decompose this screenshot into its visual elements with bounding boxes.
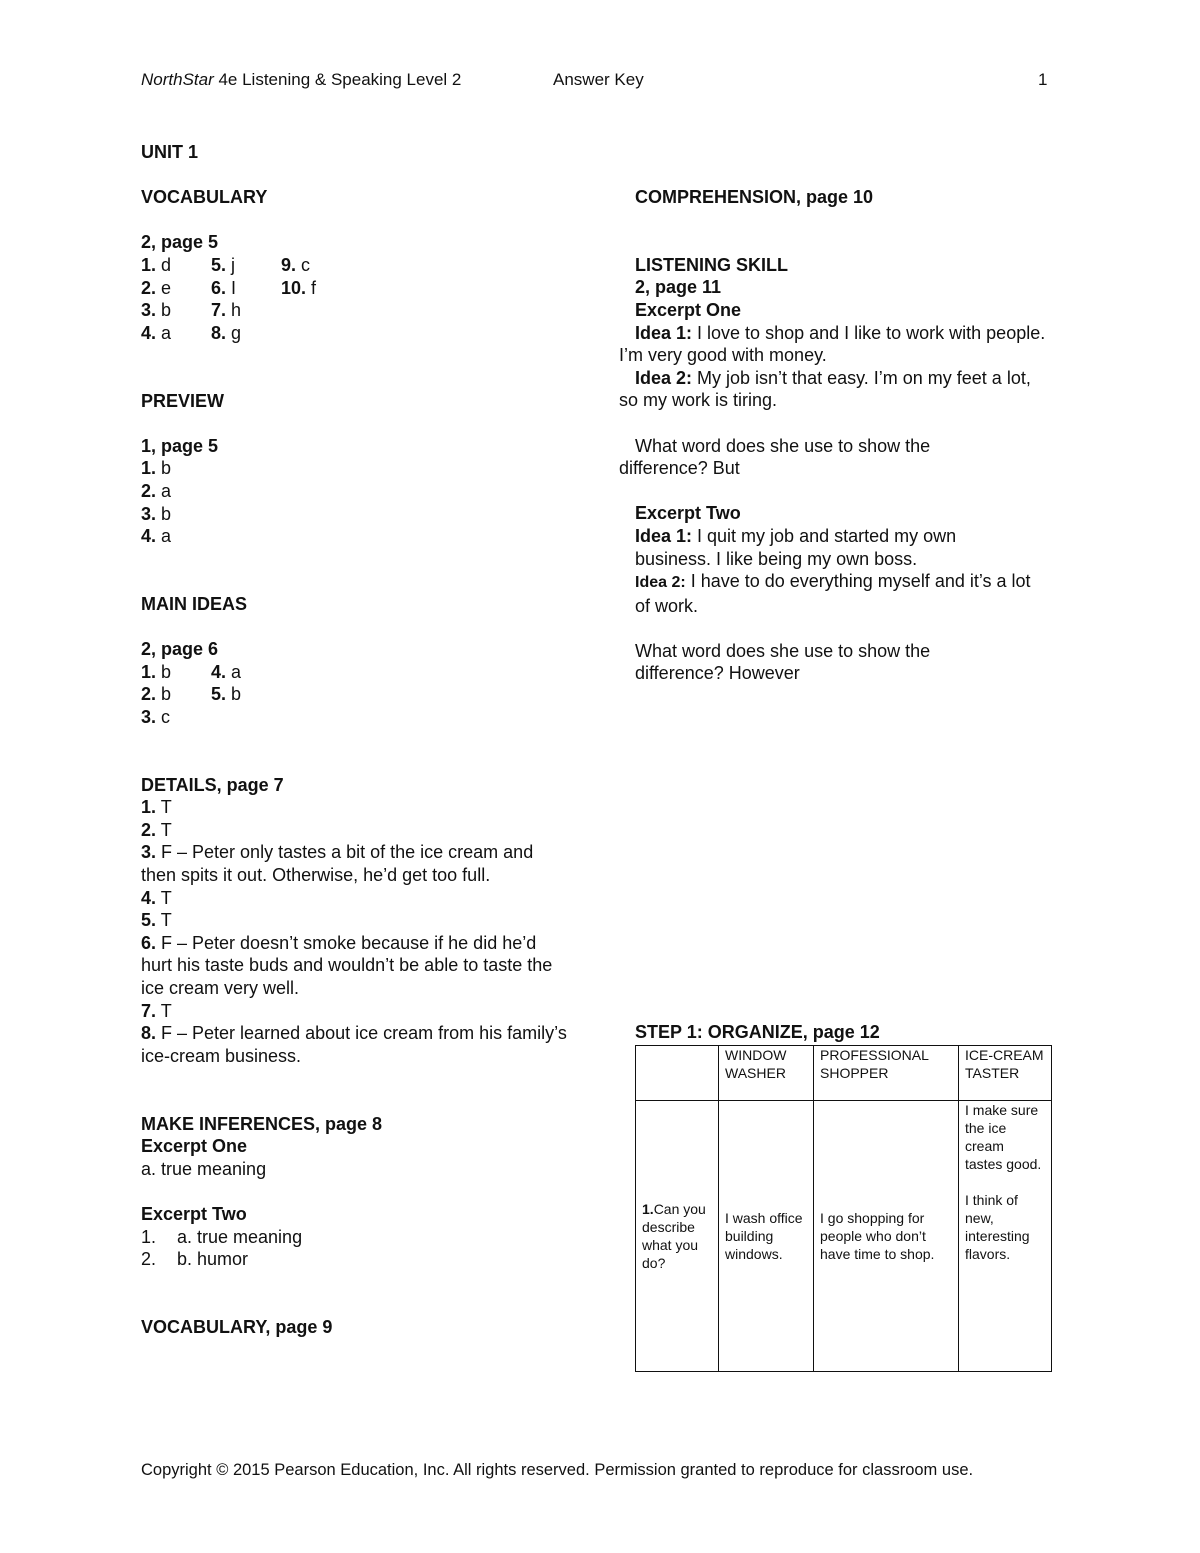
list-item: [141, 480, 571, 503]
ex2-idea1-label: Idea 1:: [635, 525, 693, 546]
answer-value: g: [226, 322, 242, 343]
answer-number: 6.: [211, 277, 227, 298]
item-label: 5.: [141, 910, 157, 931]
table-header-professional-shopper: PROFESSIONAL SHOPPER: [814, 1046, 959, 1101]
doc-title-italic: NorthStar: [141, 70, 214, 89]
answer-value: b: [156, 661, 172, 682]
list-item: [141, 932, 571, 1000]
doc-type: Answer Key: [553, 70, 644, 89]
question-cell: [636, 1101, 719, 1372]
answer-number: 2.: [141, 277, 157, 298]
item-label: 1.: [141, 797, 157, 818]
answer-number: 7.: [211, 300, 227, 321]
main-ideas-heading: MAIN IDEAS: [141, 593, 248, 614]
list-item: [141, 1226, 571, 1249]
item-text: T: [156, 887, 172, 908]
ice-cream-taster-answer: [959, 1101, 1052, 1372]
item-label: 1.: [141, 1226, 157, 1247]
vocab-heading: VOCABULARY: [141, 187, 268, 208]
answer-item: [211, 322, 281, 345]
table-header-row: [636, 1046, 1052, 1101]
listening-skill-heading: LISTENING SKILL: [635, 254, 788, 275]
inf-excerpt-two-answers: [141, 1226, 571, 1271]
ex1-idea2-label: Idea 2:: [635, 367, 693, 388]
item-label: 6.: [141, 932, 157, 953]
left-column: [141, 141, 571, 1338]
item-label: 2.: [141, 480, 157, 501]
item-label: 2.: [141, 819, 157, 840]
answer-number: 10.: [281, 277, 307, 298]
answer-number: 9.: [281, 254, 297, 275]
doc-title: [141, 70, 461, 90]
answer-number: 1.: [141, 661, 157, 682]
answer-number: 3.: [141, 706, 157, 727]
vocab-sub: 2, page 5: [141, 232, 219, 253]
answer-row: [141, 322, 571, 345]
item-label: 4.: [141, 526, 157, 547]
answer-value: b: [156, 684, 172, 705]
answer-number: 8.: [211, 322, 227, 343]
answer-value: c: [156, 706, 171, 727]
answer-value: b: [226, 684, 242, 705]
details-answers: [141, 796, 571, 1067]
list-item: [141, 796, 571, 819]
table-header-window-washer: WINDOW WASHER: [719, 1046, 814, 1101]
preview-answers: [141, 457, 571, 547]
list-item: [141, 503, 571, 526]
item-label: 3.: [141, 503, 157, 524]
doc-title-rest: 4e Listening & Speaking Level 2: [213, 70, 462, 89]
question-number: 1.: [642, 1201, 654, 1217]
list-item: [141, 909, 571, 932]
answer-item: [141, 277, 211, 300]
item-text: F – Peter doesn’t smoke because if he did he’d hurt his taste buds and wouldn’t be able to taste the ice cream very well.: [141, 932, 553, 998]
ex2-idea1-text: I quit my job and started my own business. I like being my own boss.: [635, 525, 957, 569]
inferences-heading: MAKE INFERENCES, page 8: [141, 1113, 383, 1134]
ex1-idea2-text: My job isn’t that easy. I’m on my feet a lot, so my work is tiring.: [619, 367, 1031, 411]
page-number: 1: [1038, 70, 1048, 89]
inf-excerpt-one-answer: a. true meaning: [141, 1158, 267, 1179]
answer-value: b: [156, 300, 172, 321]
details-heading: DETAILS, page 7: [141, 774, 284, 795]
item-label: 4.: [141, 887, 157, 908]
list-item: [141, 841, 571, 886]
ex1-title: Excerpt One: [635, 299, 742, 320]
organize-table: [635, 1045, 1052, 1372]
copyright-footer: Copyright © 2015 Pearson Education, Inc. All rights reserved. Permission granted to reproduce for classroom use.: [141, 1461, 974, 1479]
table-header-empty: [636, 1046, 719, 1101]
item-text: F – Peter only tastes a bit of the ice cream and then spits it out. Otherwise, he’d get too full.: [141, 842, 534, 885]
answer-value: c: [296, 254, 311, 275]
item-text: b. humor: [177, 1249, 249, 1270]
answer-value: a: [156, 322, 172, 343]
ice-cream-taster-answer-1: I make sure the ice cream tastes good.: [965, 1102, 1042, 1172]
listening-skill-sub: 2, page 11: [635, 277, 722, 298]
ex2-idea2-text: I have to do everything myself and it’s a lot of work.: [635, 571, 1031, 616]
list-item: [141, 1022, 571, 1067]
answer-number: 5.: [211, 254, 227, 275]
answer-number: 3.: [141, 300, 157, 321]
item-text: T: [156, 797, 172, 818]
main-ideas-answers: [141, 661, 571, 729]
professional-shopper-answer: I go shopping for people who don’t have time to shop.: [814, 1101, 959, 1372]
answer-item: [141, 706, 211, 729]
ice-cream-taster-answer-2: I think of new, interesting flavors.: [965, 1192, 1030, 1262]
answer-value: d: [156, 254, 172, 275]
item-text: T: [156, 910, 172, 931]
answer-value: h: [226, 300, 242, 321]
step1-heading: STEP 1: ORGANIZE, page 12: [635, 1022, 880, 1042]
answer-number: 1.: [141, 254, 157, 275]
ex2-idea2: [619, 570, 1049, 617]
answer-value: f: [306, 277, 317, 298]
item-label: 3.: [141, 842, 157, 863]
answer-number: 4.: [141, 322, 157, 343]
item-text: F – Peter learned about ice cream from his family’s ice-cream business.: [141, 1023, 567, 1066]
list-item: [141, 525, 571, 548]
answer-item: [211, 683, 281, 706]
ex1-idea2: [619, 367, 1049, 412]
answer-item: [141, 661, 211, 684]
inf-excerpt-two-title: Excerpt Two: [141, 1203, 247, 1224]
list-item: [141, 819, 571, 842]
ex2-idea1: [619, 525, 995, 570]
answer-row: [141, 706, 571, 729]
unit-heading: UNIT 1: [141, 142, 199, 162]
preview-sub: 1, page 5: [141, 435, 219, 456]
item-label: 7.: [141, 1000, 157, 1021]
answer-item: [281, 277, 351, 300]
answer-item: [141, 683, 211, 706]
answer-number: 2.: [141, 684, 157, 705]
item-text: T: [156, 1000, 172, 1021]
answer-row: [141, 277, 571, 300]
ex1-idea1: [619, 322, 1049, 367]
main-ideas-sub: 2, page 6: [141, 639, 219, 660]
answer-value: a: [226, 661, 242, 682]
item-text: b: [156, 458, 172, 479]
answer-item: [211, 277, 281, 300]
answer-number: 4.: [211, 661, 227, 682]
answer-item: [141, 299, 211, 322]
table-row: [636, 1101, 1052, 1372]
item-text: a. true meaning: [177, 1226, 303, 1247]
ex2-question: What word does she use to show the difference? However: [635, 640, 931, 684]
ex2-idea2-label: Idea 2:: [635, 574, 686, 592]
answer-item: [211, 661, 281, 684]
answer-item: [141, 254, 211, 277]
item-text: b: [156, 503, 172, 524]
ex1-idea1-text: I love to shop and I like to work with people. I’m very good with money.: [619, 322, 1046, 366]
list-item: [141, 457, 571, 480]
vocab-answers: [141, 254, 571, 344]
answer-value: j: [226, 254, 236, 275]
item-text: a: [156, 480, 172, 501]
question-text: Can you describe what you do?: [642, 1201, 706, 1271]
answer-row: [141, 299, 571, 322]
ex2-title: Excerpt Two: [635, 503, 741, 524]
answer-item: [281, 254, 351, 277]
item-label: 2.: [141, 1249, 157, 1270]
answer-row: [141, 661, 571, 684]
table-header-ice-cream-taster: ICE-CREAM TASTER: [959, 1046, 1052, 1101]
item-text: a: [156, 526, 172, 547]
answer-number: 5.: [211, 684, 227, 705]
window-washer-answer: I wash office building windows.: [719, 1101, 814, 1372]
list-item: [141, 1248, 571, 1271]
list-item: [141, 1000, 571, 1023]
answer-item: [211, 254, 281, 277]
item-label: 1.: [141, 458, 157, 479]
comprehension-heading: COMPREHENSION, page 10: [635, 187, 874, 207]
vocab9-heading: VOCABULARY, page 9: [141, 1316, 333, 1337]
inf-excerpt-one-title: Excerpt One: [141, 1136, 248, 1157]
answer-value: e: [156, 277, 172, 298]
answer-item: [141, 322, 211, 345]
item-text: T: [156, 819, 172, 840]
ex1-idea1-label: Idea 1:: [635, 322, 693, 343]
list-item: [141, 887, 571, 910]
preview-heading: PREVIEW: [141, 390, 225, 411]
right-column: [619, 186, 1049, 685]
answer-value: I: [226, 277, 237, 298]
answer-item: [211, 299, 281, 322]
answer-row: [141, 254, 571, 277]
ex1-question: What word does she use to show the difference? But: [619, 435, 931, 479]
item-label: 8.: [141, 1023, 157, 1044]
answer-row: [141, 683, 571, 706]
